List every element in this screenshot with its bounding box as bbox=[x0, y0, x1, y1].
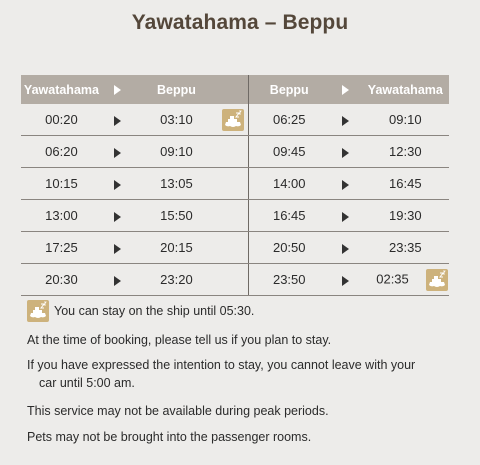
play-arrow-icon bbox=[114, 116, 121, 126]
arrival-time: 09:10 bbox=[362, 104, 449, 136]
departure-time: 16:45 bbox=[248, 200, 329, 232]
header-icon-col-left bbox=[219, 75, 248, 104]
header-arrow-left bbox=[102, 75, 134, 104]
departure-time: 06:25 bbox=[248, 104, 329, 136]
arrival-time: 23:35 bbox=[362, 232, 449, 264]
table-row bbox=[21, 232, 449, 264]
play-arrow-icon bbox=[342, 244, 349, 254]
arrival-time: 20:15 bbox=[134, 232, 219, 264]
arrival-time: 15:50 bbox=[134, 200, 219, 232]
play-arrow-icon bbox=[342, 85, 349, 95]
arrival-time: 13:05 bbox=[134, 168, 219, 200]
table-row bbox=[21, 264, 449, 296]
departure-time: 09:45 bbox=[248, 136, 329, 168]
ship-sleeping-icon bbox=[27, 300, 49, 322]
arrival-time-with-icon bbox=[362, 264, 449, 296]
table-row bbox=[21, 200, 449, 232]
arrival-time: 09:10 bbox=[134, 136, 219, 168]
header-beppu-left: Beppu bbox=[134, 75, 219, 104]
arrival-time: 19:30 bbox=[362, 200, 449, 232]
play-arrow-icon bbox=[114, 85, 121, 95]
departure-time: 06:20 bbox=[21, 136, 102, 168]
note-peak: This service may not be available during peak periods. bbox=[27, 404, 329, 418]
departure-time: 13:00 bbox=[21, 200, 102, 232]
play-arrow-icon bbox=[114, 244, 121, 254]
page-title: Yawatahama – Beppu bbox=[131, 11, 349, 34]
note-leave bbox=[27, 358, 415, 390]
ship-sleeping-icon bbox=[222, 109, 244, 131]
header-yawatahama-right: Yawatahama bbox=[362, 75, 449, 104]
arrival-time: 12:30 bbox=[362, 136, 449, 168]
ship-icon-cell bbox=[219, 104, 248, 136]
table-row bbox=[21, 104, 449, 136]
note-stay bbox=[27, 300, 254, 322]
departure-time: 10:15 bbox=[21, 168, 102, 200]
arrival-time: 03:10 bbox=[134, 104, 219, 136]
departure-time: 17:25 bbox=[21, 232, 102, 264]
play-arrow-icon bbox=[114, 180, 121, 190]
table-row bbox=[21, 168, 449, 200]
departure-time: 20:50 bbox=[248, 232, 329, 264]
note-booking: At the time of booking, please tell us if you plan to stay. bbox=[27, 333, 332, 347]
play-arrow-icon bbox=[342, 116, 349, 126]
play-arrow-icon bbox=[342, 180, 349, 190]
play-arrow-icon bbox=[342, 212, 349, 222]
header-beppu-right: Beppu bbox=[248, 75, 329, 104]
departure-time: 14:00 bbox=[248, 168, 329, 200]
note-pets: Pets may not be brought into the passenger rooms. bbox=[27, 430, 312, 444]
arrival-time: 23:20 bbox=[134, 264, 219, 296]
play-arrow-icon bbox=[342, 276, 349, 286]
note-leave-line1: If you have expressed the intention to stay, you cannot leave with your bbox=[27, 358, 416, 372]
departure-time: 23:50 bbox=[248, 264, 329, 296]
departure-time: 00:20 bbox=[21, 104, 102, 136]
arrival-time: 02:35 bbox=[376, 270, 409, 286]
departure-time: 20:30 bbox=[21, 264, 102, 296]
arrival-time: 16:45 bbox=[362, 168, 449, 200]
table-row bbox=[21, 136, 449, 168]
note-leave-line2: car until 5:00 am. bbox=[39, 376, 135, 390]
note-stay-text: You can stay on the ship until 05:30. bbox=[54, 304, 255, 318]
timetable-header bbox=[21, 75, 449, 104]
play-arrow-icon bbox=[114, 212, 121, 222]
timetable bbox=[21, 75, 449, 296]
play-arrow-icon bbox=[114, 148, 121, 158]
ship-sleeping-icon bbox=[426, 269, 448, 291]
header-arrow-right bbox=[330, 75, 362, 104]
play-arrow-icon bbox=[114, 276, 121, 286]
header-yawatahama-left: Yawatahama bbox=[21, 75, 102, 104]
play-arrow-icon bbox=[342, 148, 349, 158]
